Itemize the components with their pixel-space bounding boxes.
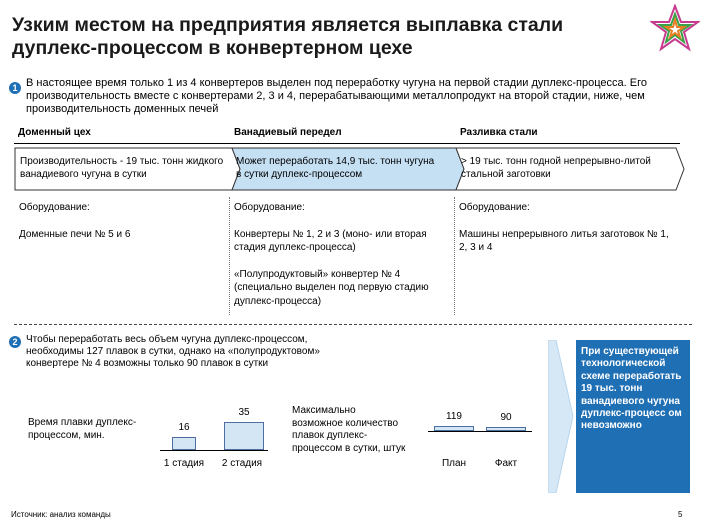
bar-label-1: 2 стадия (221, 458, 263, 469)
page-number: 5 (678, 510, 683, 519)
equipment-list: Конвертеры № 1, 2 и 3 (моно- или вторая стадия дуплекс-процесса) (234, 228, 427, 253)
bar-label-0: План (441, 458, 467, 469)
bar-value-1: 35 (238, 407, 250, 418)
column-divider-2 (454, 197, 455, 315)
chart2-axis (428, 431, 532, 432)
conclusion-box: При существующей технологической схеме переработать 19 тыс. тонн ванадиевого чугуна дуплекс-процесс ом невозможно (576, 340, 690, 493)
bar-value-1: 90 (500, 412, 512, 423)
chevron-vanadium-text: Может переработать 14,9 тыс. тонн чугуна в сутки дуплекс-процессом (236, 156, 435, 180)
equipment-list: Машины непрерывного литья заготовок № 1, 2, 3 и 4 (459, 228, 669, 253)
bar-value-0: 16 (178, 422, 190, 433)
bar-label-1: Факт (494, 458, 518, 469)
section1-badge: 1 (9, 82, 21, 94)
section1-intro: В настоящее время только 1 из 4 конвертеров выделен под переработку чугуна на первой стадии дуплекс-процесса. Его производительность вместе с конвертерами 2, 3 и 4, перерабатывающими металлопродукт на второй стадии, ниже, чем производительность доменных печей (26, 77, 647, 116)
section2-text: Чтобы переработать весь объем чугуна дуплекс-процессом, необходимы 127 плавок в сутки, однако на «полупродуктовом» конвертере № 4 возможны только 90 плавок в сутки (26, 334, 320, 369)
bar-1 (224, 422, 264, 450)
equipment-label: Оборудование: (459, 202, 530, 213)
column-divider-1 (229, 197, 230, 315)
page-title: Узким местом на предприятия является выплавка стали дуплекс-процессом в конвертерном цехе (12, 14, 564, 59)
conclusion-arrow (548, 340, 574, 493)
bar-0 (172, 437, 196, 450)
equipment-casting (459, 201, 669, 255)
chart1-label: Время плавки дуплекс-процессом, мин. (28, 417, 137, 441)
equipment-blast-furnace (19, 201, 224, 241)
equipment-label: Оборудование: (19, 202, 90, 213)
company-logo (650, 4, 700, 54)
chart1-axis (160, 450, 268, 451)
bar-label-0: 1 стадия (163, 458, 205, 469)
section-separator (14, 324, 692, 325)
column-header-casting: Разливка стали (460, 127, 538, 138)
equipment-vanadium (234, 201, 446, 308)
chart2-label: Максимально возможное количество плавок дуплекс-процессом в сутки, штук (292, 405, 406, 454)
column-header-blast-furnace: Доменный цех (18, 127, 91, 138)
chart-melts-per-day (428, 395, 532, 475)
equipment-extra: «Полупродуктовый» конвертер № 4 (специально выделен под первую стадию дуплекс-процесса) (234, 268, 429, 307)
column-header-vanadium: Ванадиевый передел (234, 127, 342, 138)
equipment-list: Доменные печи № 5 и 6 (19, 228, 131, 240)
footer-source: Источник: анализ команды (11, 510, 111, 519)
chart-melt-time (160, 395, 268, 475)
section2-badge: 2 (9, 336, 21, 348)
equipment-label: Оборудование: (234, 202, 305, 213)
bar-value-0: 119 (446, 411, 462, 422)
chevron-blast-furnace-text: Производительность - 19 тыс. тонн жидкого ванадиевого чугуна в сутки (20, 156, 224, 180)
chevron-casting-text: > 19 тыс. тонн годной непрерывно-литой стальной заготовки (461, 156, 651, 180)
